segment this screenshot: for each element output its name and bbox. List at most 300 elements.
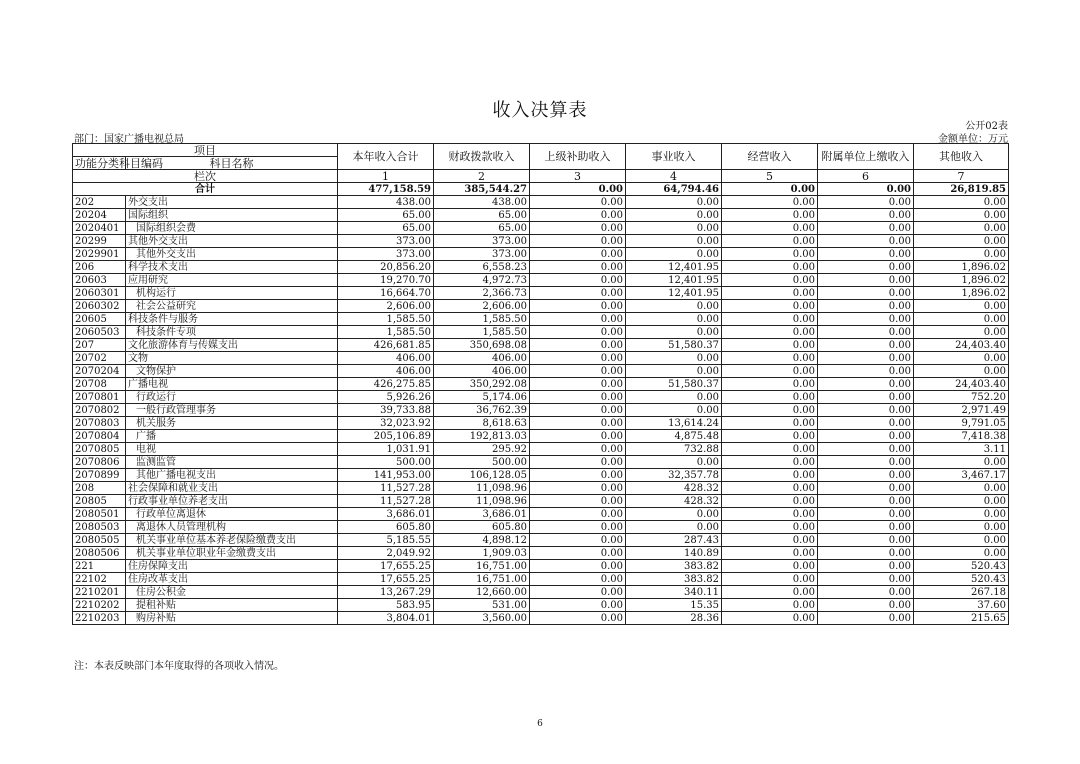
row-value: 0.00 — [818, 430, 914, 443]
header-col-1: 本年收入合计 — [338, 144, 434, 170]
row-value: 0.00 — [818, 365, 914, 378]
row-value: 1,909.03 — [434, 547, 530, 560]
total-value: 26,819.85 — [914, 183, 1009, 196]
row-value: 0.00 — [530, 482, 626, 495]
row-value: 0.00 — [818, 326, 914, 339]
row-name: 其他外交支出 — [126, 248, 338, 261]
row-value: 0.00 — [530, 443, 626, 456]
table-row — [73, 222, 1009, 235]
row-value: 0.00 — [914, 521, 1009, 534]
row-value: 0.00 — [530, 612, 626, 625]
row-value: 0.00 — [722, 222, 818, 235]
row-value: 0.00 — [818, 248, 914, 261]
row-value: 16,751.00 — [434, 573, 530, 586]
col-number: 4 — [626, 170, 722, 183]
total-value: 385,544.27 — [434, 183, 530, 196]
row-value: 0.00 — [530, 235, 626, 248]
row-value: 373.00 — [434, 235, 530, 248]
row-value: 406.00 — [434, 352, 530, 365]
row-value: 0.00 — [818, 443, 914, 456]
form-number: 公开02表 — [965, 121, 1008, 132]
row-value: 0.00 — [722, 391, 818, 404]
row-value: 0.00 — [722, 209, 818, 222]
table-row — [73, 391, 1009, 404]
row-value: 11,527.28 — [338, 482, 434, 495]
col-number: 2 — [434, 170, 530, 183]
header-item: 项目 — [73, 144, 338, 157]
table-row — [73, 534, 1009, 547]
header-col-2: 财政拨款收入 — [434, 144, 530, 170]
row-name: 机关事业单位职业年金缴费支出 — [126, 547, 338, 560]
row-value: 0.00 — [818, 300, 914, 313]
row-value: 0.00 — [626, 456, 722, 469]
row-value: 406.00 — [338, 365, 434, 378]
row-value: 350,292.08 — [434, 378, 530, 391]
row-value: 12,401.95 — [626, 287, 722, 300]
row-code: 2020401 — [73, 222, 126, 235]
table-row — [73, 443, 1009, 456]
row-value: 295.92 — [434, 443, 530, 456]
row-value: 16,664.70 — [338, 287, 434, 300]
row-name: 文物保护 — [126, 365, 338, 378]
row-value: 0.00 — [818, 209, 914, 222]
table-row — [73, 209, 1009, 222]
row-code: 20299 — [73, 235, 126, 248]
row-value: 583.95 — [338, 599, 434, 612]
row-value: 0.00 — [818, 235, 914, 248]
row-value: 0.00 — [722, 417, 818, 430]
row-value: 0.00 — [722, 378, 818, 391]
row-value: 0.00 — [626, 326, 722, 339]
header-col-5: 经营收入 — [722, 144, 818, 170]
row-code: 2210202 — [73, 599, 126, 612]
table-row — [73, 339, 1009, 352]
row-value: 0.00 — [722, 196, 818, 209]
row-value: 0.00 — [722, 287, 818, 300]
row-value: 0.00 — [530, 222, 626, 235]
row-value: 1,896.02 — [914, 287, 1009, 300]
row-name: 机构运行 — [126, 287, 338, 300]
row-value: 0.00 — [722, 612, 818, 625]
row-value: 0.00 — [626, 391, 722, 404]
department-label: 部门：国家广播电视总局 — [74, 134, 184, 145]
row-code: 2080501 — [73, 508, 126, 521]
row-value: 373.00 — [434, 248, 530, 261]
row-value: 383.82 — [626, 573, 722, 586]
row-code: 2070803 — [73, 417, 126, 430]
table-row — [73, 599, 1009, 612]
row-code: 20702 — [73, 352, 126, 365]
table-row — [73, 300, 1009, 313]
total-value: 0.00 — [818, 183, 914, 196]
row-value: 0.00 — [818, 352, 914, 365]
row-value: 192,813.03 — [434, 430, 530, 443]
row-code: 2060503 — [73, 326, 126, 339]
row-value: 11,098.96 — [434, 495, 530, 508]
row-value: 0.00 — [626, 235, 722, 248]
row-name: 住房保障支出 — [126, 560, 338, 573]
row-value: 0.00 — [818, 261, 914, 274]
col-number: 1 — [338, 170, 434, 183]
row-value: 0.00 — [530, 209, 626, 222]
row-value: 605.80 — [434, 521, 530, 534]
row-code: 202 — [73, 196, 126, 209]
row-value: 24,403.40 — [914, 378, 1009, 391]
row-value: 4,875.48 — [626, 430, 722, 443]
table-row — [73, 586, 1009, 599]
row-value: 5,926.26 — [338, 391, 434, 404]
col-number: 6 — [818, 170, 914, 183]
row-value: 0.00 — [818, 612, 914, 625]
row-value: 0.00 — [914, 508, 1009, 521]
row-code: 2070204 — [73, 365, 126, 378]
row-code: 20805 — [73, 495, 126, 508]
row-value: 0.00 — [626, 404, 722, 417]
row-code: 2070804 — [73, 430, 126, 443]
row-value: 0.00 — [818, 469, 914, 482]
row-value: 520.43 — [914, 573, 1009, 586]
row-value: 0.00 — [722, 313, 818, 326]
table-row — [73, 612, 1009, 625]
row-value: 0.00 — [626, 209, 722, 222]
row-value: 215.65 — [914, 612, 1009, 625]
row-value: 1,585.50 — [338, 326, 434, 339]
row-value: 0.00 — [722, 573, 818, 586]
row-value: 0.00 — [722, 261, 818, 274]
row-value: 51,580.37 — [626, 339, 722, 352]
table-row — [73, 235, 1009, 248]
row-name: 购房补贴 — [126, 612, 338, 625]
row-value: 2,606.00 — [338, 300, 434, 313]
row-value: 0.00 — [722, 469, 818, 482]
row-code: 221 — [73, 560, 126, 573]
row-name: 电视 — [126, 443, 338, 456]
table-row — [73, 261, 1009, 274]
row-code: 2080503 — [73, 521, 126, 534]
row-value: 0.00 — [530, 326, 626, 339]
row-value: 1,896.02 — [914, 274, 1009, 287]
row-value: 0.00 — [530, 547, 626, 560]
row-value: 1,896.02 — [914, 261, 1009, 274]
row-value: 0.00 — [914, 352, 1009, 365]
row-value: 0.00 — [530, 417, 626, 430]
row-value: 0.00 — [530, 495, 626, 508]
row-name: 住房公积金 — [126, 586, 338, 599]
row-value: 1,585.50 — [434, 313, 530, 326]
row-value: 0.00 — [530, 339, 626, 352]
row-value: 0.00 — [818, 573, 914, 586]
row-value: 0.00 — [914, 365, 1009, 378]
table-row — [73, 495, 1009, 508]
table-row — [73, 352, 1009, 365]
row-value: 0.00 — [914, 534, 1009, 547]
row-value: 500.00 — [338, 456, 434, 469]
row-value: 0.00 — [530, 196, 626, 209]
table-row — [73, 456, 1009, 469]
row-value: 0.00 — [722, 534, 818, 547]
row-value: 605.80 — [338, 521, 434, 534]
row-value: 106,128.05 — [434, 469, 530, 482]
row-value: 0.00 — [914, 456, 1009, 469]
row-code: 206 — [73, 261, 126, 274]
row-value: 0.00 — [530, 274, 626, 287]
row-value: 15.35 — [626, 599, 722, 612]
row-value: 9,791.05 — [914, 417, 1009, 430]
row-code: 20605 — [73, 313, 126, 326]
row-value: 0.00 — [530, 573, 626, 586]
row-name: 住房改革支出 — [126, 573, 338, 586]
row-code: 208 — [73, 482, 126, 495]
row-value: 0.00 — [626, 248, 722, 261]
row-value: 0.00 — [914, 248, 1009, 261]
table-row — [73, 560, 1009, 573]
row-code: 2080506 — [73, 547, 126, 560]
row-code: 2029901 — [73, 248, 126, 261]
row-code: 2060302 — [73, 300, 126, 313]
row-value: 0.00 — [722, 521, 818, 534]
row-value: 2,049.92 — [338, 547, 434, 560]
col-number: 5 — [722, 170, 818, 183]
row-value: 340.11 — [626, 586, 722, 599]
row-value: 752.20 — [914, 391, 1009, 404]
row-value: 7,418.38 — [914, 430, 1009, 443]
row-value: 0.00 — [722, 456, 818, 469]
row-value: 16,751.00 — [434, 560, 530, 573]
row-name: 文化旅游体育与传媒支出 — [126, 339, 338, 352]
row-value: 141,953.00 — [338, 469, 434, 482]
row-value: 0.00 — [530, 287, 626, 300]
total-value: 0.00 — [530, 183, 626, 196]
row-name: 一般行政管理事务 — [126, 404, 338, 417]
total-label: 合计 — [73, 183, 338, 196]
row-name: 社会公益研究 — [126, 300, 338, 313]
table-row — [73, 521, 1009, 534]
row-name: 国际组织会费 — [126, 222, 338, 235]
row-value: 406.00 — [338, 352, 434, 365]
row-value: 0.00 — [914, 209, 1009, 222]
row-value: 0.00 — [818, 586, 914, 599]
row-code: 2080505 — [73, 534, 126, 547]
row-value: 3,560.00 — [434, 612, 530, 625]
table-row — [73, 196, 1009, 209]
row-value: 0.00 — [722, 404, 818, 417]
row-value: 0.00 — [818, 534, 914, 547]
row-value: 267.18 — [914, 586, 1009, 599]
row-value: 0.00 — [626, 365, 722, 378]
row-value: 6,558.23 — [434, 261, 530, 274]
row-value: 32,023.92 — [338, 417, 434, 430]
row-value: 19,270.70 — [338, 274, 434, 287]
row-name: 应用研究 — [126, 274, 338, 287]
row-code: 2210203 — [73, 612, 126, 625]
row-value: 0.00 — [914, 222, 1009, 235]
row-value: 28.36 — [626, 612, 722, 625]
page-number: 6 — [537, 719, 543, 729]
row-value: 0.00 — [818, 521, 914, 534]
header-col-6: 附属单位上缴收入 — [818, 144, 914, 170]
row-value: 350,698.08 — [434, 339, 530, 352]
col-number: 3 — [530, 170, 626, 183]
row-value: 531.00 — [434, 599, 530, 612]
row-value: 428.32 — [626, 495, 722, 508]
row-value: 2,606.00 — [434, 300, 530, 313]
row-value: 428.32 — [626, 482, 722, 495]
row-code: 2070802 — [73, 404, 126, 417]
row-value: 140.89 — [626, 547, 722, 560]
row-value: 0.00 — [626, 222, 722, 235]
row-value: 0.00 — [530, 521, 626, 534]
row-value: 0.00 — [530, 599, 626, 612]
footnote: 注：本表反映部门本年度取得的各项收入情况。 — [74, 661, 284, 672]
row-value: 0.00 — [530, 469, 626, 482]
table-row — [73, 365, 1009, 378]
row-value: 1,585.50 — [434, 326, 530, 339]
row-value: 3,467.17 — [914, 469, 1009, 482]
row-value: 3,686.01 — [338, 508, 434, 521]
row-value: 65.00 — [338, 222, 434, 235]
row-name: 国际组织 — [126, 209, 338, 222]
row-value: 0.00 — [722, 547, 818, 560]
row-value: 17,655.25 — [338, 573, 434, 586]
table-row — [73, 274, 1009, 287]
row-value: 0.00 — [722, 326, 818, 339]
row-value: 4,898.12 — [434, 534, 530, 547]
row-value: 0.00 — [818, 222, 914, 235]
total-row — [73, 183, 1009, 196]
table-row — [73, 378, 1009, 391]
row-code: 2070899 — [73, 469, 126, 482]
row-value: 0.00 — [530, 378, 626, 391]
total-value: 64,794.46 — [626, 183, 722, 196]
row-name: 提租补贴 — [126, 599, 338, 612]
header-col-7: 其他收入 — [914, 144, 1009, 170]
row-value: 0.00 — [818, 599, 914, 612]
row-value: 0.00 — [722, 352, 818, 365]
header-col-3: 上级补助收入 — [530, 144, 626, 170]
row-value: 0.00 — [530, 456, 626, 469]
row-value: 205,106.89 — [338, 430, 434, 443]
row-name: 行政事业单位养老支出 — [126, 495, 338, 508]
row-value: 0.00 — [530, 430, 626, 443]
row-value: 1,585.50 — [338, 313, 434, 326]
row-value: 0.00 — [818, 339, 914, 352]
row-name: 机关事业单位基本养老保险缴费支出 — [126, 534, 338, 547]
table-row — [73, 287, 1009, 300]
row-value: 2,971.49 — [914, 404, 1009, 417]
table-row — [73, 482, 1009, 495]
row-value: 3,804.01 — [338, 612, 434, 625]
row-value: 0.00 — [818, 560, 914, 573]
row-name: 行政单位离退休 — [126, 508, 338, 521]
row-code: 20603 — [73, 274, 126, 287]
row-value: 500.00 — [434, 456, 530, 469]
row-value: 383.82 — [626, 560, 722, 573]
row-value: 287.43 — [626, 534, 722, 547]
row-value: 0.00 — [914, 495, 1009, 508]
row-value: 0.00 — [914, 326, 1009, 339]
row-value: 0.00 — [818, 313, 914, 326]
table-row — [73, 248, 1009, 261]
row-value: 1,031.91 — [338, 443, 434, 456]
row-value: 0.00 — [722, 508, 818, 521]
row-value: 3,686.01 — [434, 508, 530, 521]
row-value: 65.00 — [434, 209, 530, 222]
table-row — [73, 469, 1009, 482]
row-name: 机关服务 — [126, 417, 338, 430]
row-value: 0.00 — [914, 235, 1009, 248]
row-value: 0.00 — [914, 482, 1009, 495]
row-name: 监测监管 — [126, 456, 338, 469]
row-name: 文物 — [126, 352, 338, 365]
row-value: 0.00 — [626, 521, 722, 534]
row-value: 438.00 — [434, 196, 530, 209]
row-name: 科技条件专项 — [126, 326, 338, 339]
row-name: 科学技术支出 — [126, 261, 338, 274]
row-value: 0.00 — [818, 391, 914, 404]
row-value: 0.00 — [722, 599, 818, 612]
header-col-4: 事业收入 — [626, 144, 722, 170]
row-value: 0.00 — [818, 547, 914, 560]
table-row — [73, 313, 1009, 326]
row-value: 0.00 — [722, 430, 818, 443]
row-code: 20204 — [73, 209, 126, 222]
row-value: 0.00 — [530, 365, 626, 378]
row-value: 0.00 — [722, 495, 818, 508]
row-value: 0.00 — [914, 196, 1009, 209]
row-value: 17,655.25 — [338, 560, 434, 573]
row-value: 36,762.39 — [434, 404, 530, 417]
row-value: 0.00 — [818, 482, 914, 495]
page-title: 收入决算表 — [492, 100, 588, 121]
row-value: 0.00 — [818, 287, 914, 300]
row-value: 426,681.85 — [338, 339, 434, 352]
row-value: 732.88 — [626, 443, 722, 456]
total-value: 477,158.59 — [338, 183, 434, 196]
row-value: 0.00 — [818, 417, 914, 430]
row-value: 3.11 — [914, 443, 1009, 456]
income-table — [72, 143, 1009, 625]
row-value: 51,580.37 — [626, 378, 722, 391]
row-value: 0.00 — [818, 274, 914, 287]
row-name: 广播 — [126, 430, 338, 443]
row-code: 2070806 — [73, 456, 126, 469]
row-name: 外交支出 — [126, 196, 338, 209]
table-row — [73, 404, 1009, 417]
row-value: 0.00 — [818, 196, 914, 209]
row-value: 0.00 — [530, 248, 626, 261]
row-value: 32,357.78 — [626, 469, 722, 482]
col-number: 7 — [914, 170, 1009, 183]
row-code: 2070801 — [73, 391, 126, 404]
row-value: 0.00 — [626, 300, 722, 313]
row-value: 0.00 — [818, 495, 914, 508]
row-value: 0.00 — [722, 300, 818, 313]
row-value: 0.00 — [530, 300, 626, 313]
row-value: 406.00 — [434, 365, 530, 378]
row-value: 37.60 — [914, 599, 1009, 612]
row-value: 0.00 — [722, 235, 818, 248]
row-code: 20708 — [73, 378, 126, 391]
row-name: 社会保障和就业支出 — [126, 482, 338, 495]
table-row — [73, 547, 1009, 560]
row-value: 0.00 — [626, 313, 722, 326]
header-code: 功能分类科目编码 — [73, 157, 126, 170]
row-value: 0.00 — [530, 560, 626, 573]
table-row — [73, 508, 1009, 521]
row-value: 13,614.24 — [626, 417, 722, 430]
row-value: 0.00 — [530, 404, 626, 417]
row-value: 20,856.20 — [338, 261, 434, 274]
